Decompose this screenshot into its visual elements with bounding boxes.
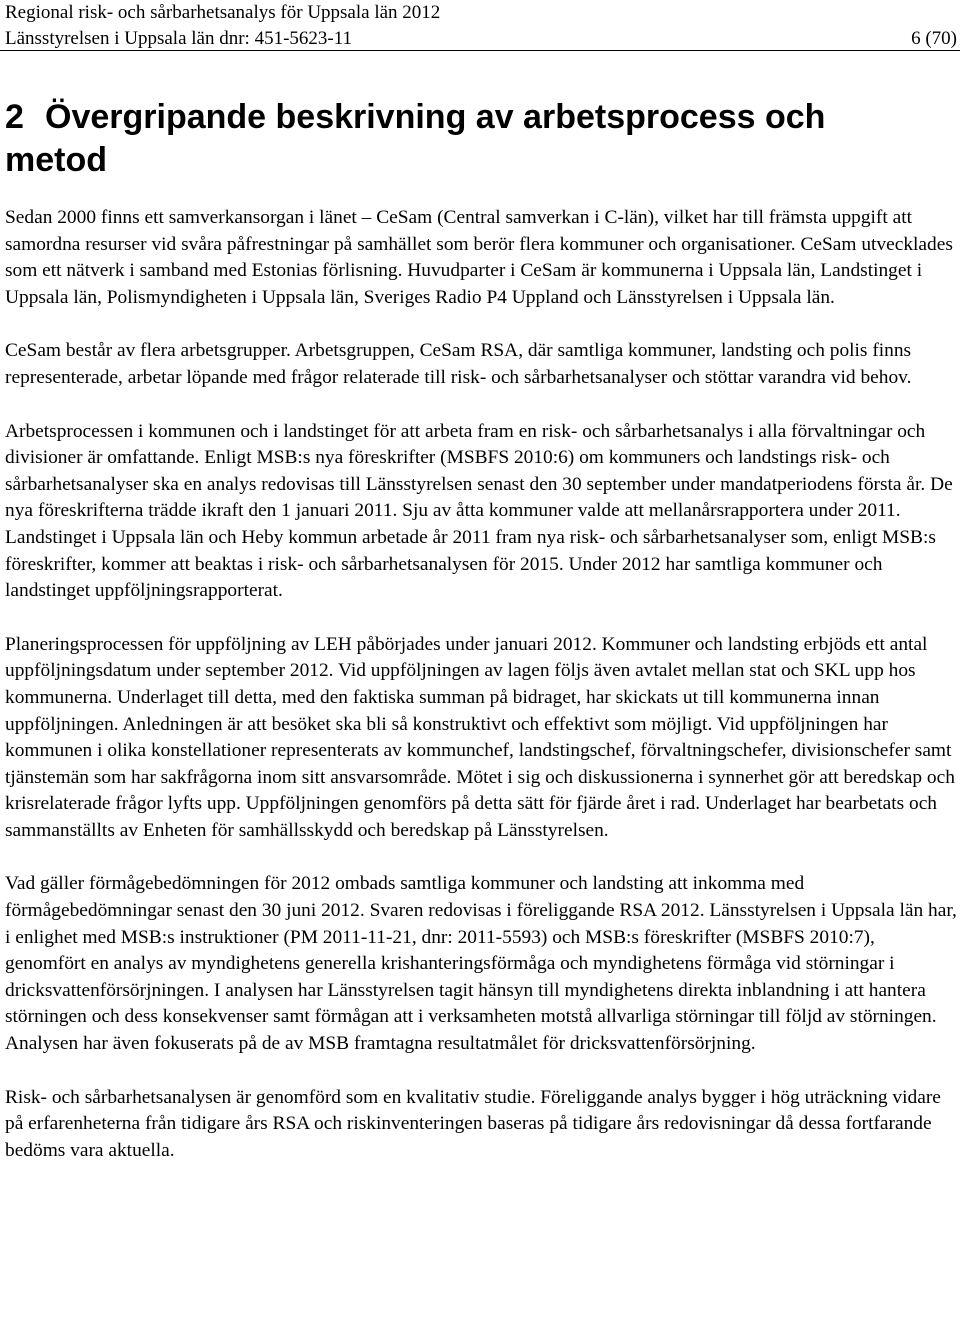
paragraph-planning: Planeringsprocessen för uppföljning av LEH påbörjades under januari 2012. Kommuner och landsting erbjöds ett antal uppföljningsdatum under september 2012. Vid uppföljningen av lagen följs även avtalet mellan stat och SKL upp hos kommunerna. Underlaget till detta, med den faktiska summan på bidraget, har skickats ut till kommunerna innan uppföljningen. Anledningen är att besöket ska bli så konstruktivt och effektivt som möjligt. Vid uppföljningen har kommunen i olika konstellationer representerats av kommunchef, landstingschef, förvaltningschefer, divisionschefer samt tjänstemän som har sakfrågorna inom sitt ansvarsområde. Mötet i sig och diskussionerna i synnerhet gör att beredskap och krisrelaterade frågor lyfts upp. Uppföljningen genomförs på detta sätt för fjärde året i rad. Underlaget har bearbetats och sammanställts av Enheten för samhällsskydd och beredskap på Länsstyrelsen. <box>5 633 955 841</box>
paragraph-workgroups: CeSam består av flera arbetsgrupper. Arbetsgruppen, CeSam RSA, där samtliga kommuner, landsting och polis finns representerade, arbetar löpande med frågor relaterade till risk- och sårbarhetsanalyser och stöttar varandra vid behov. <box>5 340 912 388</box>
page-header <box>5 0 957 52</box>
chapter-title-line2: metod <box>5 141 107 179</box>
agency-reference: Länsstyrelsen i Uppsala län dnr: 451-5623-11 <box>5 28 353 49</box>
report-title: Regional risk- och sårbarhetsanalys för Uppsala län 2012 <box>5 2 441 23</box>
header-line-1 <box>5 0 957 26</box>
header-line-2 <box>5 26 957 52</box>
chapter-heading <box>5 96 905 182</box>
page-number: 6 (70) <box>911 28 957 49</box>
chapter-title-line1: Övergripande beskrivning av arbetsprocess och <box>45 98 826 136</box>
header-divider <box>0 50 960 51</box>
paragraph-capability-assessment: Vad gäller förmågebedömningen för 2012 ombads samtliga kommuner och landsting att inkomma med förmågebedömningar senast den 30 juni 2012. Svaren redovisas i föreliggande RSA 2012. Länsstyrelsen i Uppsala län har, i enlighet med MSB:s instruktioner (PM 2011-11-21, dnr: 2011-5593) och MSB:s föreskrifter (MSBFS 2010:7), genomfört en analys av myndighetens generella krishanteringsförmåga och myndighetens förmåga vid störningar i dricksvattenförsörjningen. I analysen har Länsstyrelsen tagit hänsyn till myndighetens direkta inblandning i att hantera störningen och dess konsekvenser samt förmågan att i verksamheten motstå allvarliga störningar till följd av störningen. Analysen har även fokuserats på de av MSB framtagna resultatmålet för dricksvattenförsörjning. <box>5 873 957 1055</box>
chapter-number: 2 <box>5 98 24 136</box>
body-text <box>5 205 960 1191</box>
paragraph-work-process: Arbetsprocessen i kommunen och i landstinget för att arbeta fram en risk- och sårbarhetsanalys i alla förvaltningar och divisioner är omfattande. Enligt MSB:s nya föreskrifter (MSBFS 2010:6) om kommuners och landstings risk- och sårbarhetsanalyser ska en analys redovisas till Länsstyrelsen senast den 30 september under mandatperiodens första år. De nya föreskrifterna trädde ikraft den 1 januari 2011. Sju av åtta kommuner valde att mellanårsrapportera under 2011. Landstinget i Uppsala län och Heby kommun arbetade år 2011 fram nya risk- och sårbarhetsanalyser som, enligt MSB:s föreskrifter, kommer att beaktas i risk- och sårbarhetsanalysen för 2015. Under 2012 har samtliga kommuner och landstinget uppföljningsrapporterat. <box>5 420 953 602</box>
paragraph-qualitative-study: Risk- och sårbarhetsanalysen är genomförd som en kvalitativ studie. Föreliggande analys bygger i hög uträckning vidare på erfarenheterna från tidigare års RSA och riskinventeringen baseras på tidigare års redovisningar då dessa fortfarande bedöms vara aktuella. <box>5 1086 941 1161</box>
paragraph-cesam-intro: Sedan 2000 finns ett samverkansorgan i länet – CeSam (Central samverkan i C-län), vilket har till främsta uppgift att samordna resurser vid svåra påfrestningar på samhället som berör flera kommuner och organisationer. CeSam utvecklades som ett nätverk i samband med Estonias förlisning. Huvudparter i CeSam är kommunerna i Uppsala län, Landstinget i Uppsala län, Polismyndigheten i Uppsala län, Sveriges Radio P4 Uppland och Länsstyrelsen i Uppsala län. <box>5 207 953 308</box>
